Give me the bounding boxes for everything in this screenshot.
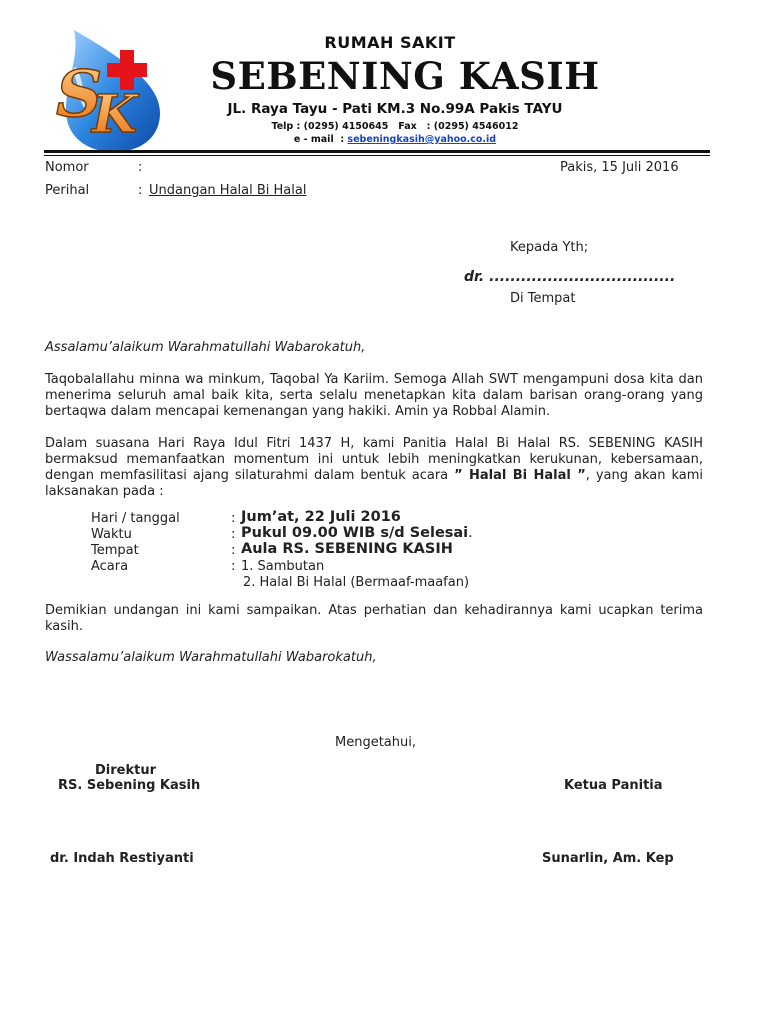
hospital-type: RUMAH SAKIT <box>324 33 456 52</box>
waktu-colon: : <box>231 527 236 542</box>
paragraph-2-event: ” Halal Bi Halal ” <box>454 468 586 483</box>
recipient-name: dr. ................................... <box>464 269 676 285</box>
paragraph-1: Taqobalallahu minna wa minkum, Taqobal Ya Kariim. Semoga Allah SWT mengampuni dosa kita dan menerima seluruh amal baik kita, serta selalu menetapkan kita dalam barisan orang-orang yang bertaqwa dalam mencapai kemenangan yang hakiki. Amin ya Robbal Alamin. <box>45 372 703 419</box>
email-link[interactable]: sebeningkasih@yahoo.co.id <box>347 134 497 145</box>
acara-label: Acara <box>91 559 129 574</box>
nomor-colon: : <box>138 160 143 175</box>
hospital-logo <box>52 28 162 153</box>
chair-name: Sunarlin, Am. Kep <box>542 851 674 866</box>
recipient-place: Di Tempat <box>510 291 576 306</box>
tempat-value: Aula RS. SEBENING KASIH <box>241 541 453 557</box>
nomor-label: Nomor <box>45 160 89 175</box>
tempat-label: Tempat <box>91 543 139 558</box>
hospital-address: JL. Raya Tayu - Pati KM.3 No.99A Pakis TAYU <box>227 101 563 117</box>
waktu-value: Pukul 09.00 WIB s/d Selesai <box>241 525 469 541</box>
waktu-label: Waktu <box>91 527 132 542</box>
acara-colon: : <box>231 559 236 574</box>
paragraph-2-start: Dalam suasana Hari Raya Idul Fitri 1437 H, kami Panitia Halal Bi Halal RS. SEBENING KASIH bermaksud memanfaatkan momentum ini untuk lebih meningkatkan kerukunan, kebersamaan, dengan memfasilitasi ajang silaturahmi dalam bentuk acara <box>45 436 703 483</box>
paragraph-2-end: , yang akan kami laksanakan pada : <box>45 468 703 499</box>
chair-title: Ketua Panitia <box>564 778 663 793</box>
hospital-email-line <box>215 134 575 145</box>
recipient-greeting: Kepada Yth; <box>510 240 589 255</box>
hari-value: Jum’at, 22 Juli 2016 <box>241 509 401 525</box>
salam-open: Assalamu’alaikum Warahmatullahi Wabarokatuh, <box>45 340 366 355</box>
hari-label: Hari / tanggal <box>91 511 180 526</box>
hospital-name: SEBENING KASIH <box>210 54 600 98</box>
perihal-label: Perihal <box>45 183 90 198</box>
svg-text:S: S <box>56 57 103 132</box>
waktu-line: Pukul 09.00 WIB s/d Selesai. <box>241 525 473 541</box>
salam-close: Wassalamu’alaikum Warahmatullahi Wabarokatuh, <box>45 650 377 665</box>
header-divider-thin <box>44 155 710 156</box>
director-name: dr. Indah Restiyanti <box>50 851 194 866</box>
hari-colon: : <box>231 511 236 526</box>
acara-item-1: 1. Sambutan <box>241 559 325 574</box>
director-org: RS. Sebening Kasih <box>58 778 201 793</box>
place-date: Pakis, 15 Juli 2016 <box>560 160 679 175</box>
tempat-colon: : <box>231 543 236 558</box>
header-divider-thick <box>44 150 710 153</box>
hospital-phone: Telp : (0295) 4150645 Fax : (0295) 4546012 <box>271 121 519 132</box>
svg-text:K: K <box>92 84 138 145</box>
paragraph-3: Demikian undangan ini kami sampaikan. Atas perhatian dan kehadirannya kami ucapkan terima kasih. <box>45 603 703 634</box>
acara-item-2: 2. Halal Bi Halal (Bermaaf-maafan) <box>243 575 470 590</box>
perihal-value: Undangan Halal Bi Halal <box>149 183 307 198</box>
mengetahui-label: Mengetahui, <box>335 735 416 750</box>
director-title: Direktur <box>95 763 157 778</box>
perihal-colon: : <box>138 183 143 198</box>
email-label: e - mail : <box>293 134 348 145</box>
paragraph-2 <box>45 436 703 500</box>
